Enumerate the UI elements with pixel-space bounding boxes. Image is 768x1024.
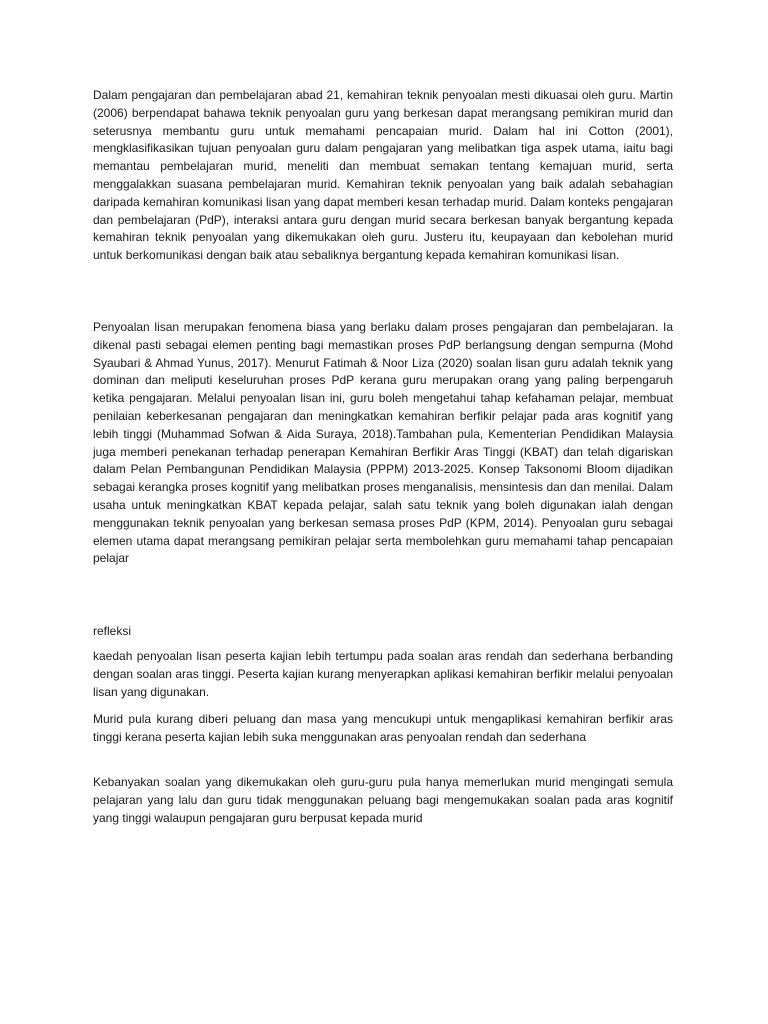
paragraph-refleksi-kaedah: kaedah penyoalan lisan peserta kajian lebih tertumpu pada soalan aras rendah dan sederhana berbanding dengan soalan aras tinggi. Peserta kajian kurang menyerapkan aplikasi kemahiran berfikir melalui penyoalan lisan yang digunakan. xyxy=(93,649,673,699)
paragraph-refleksi-soalan: Kebanyakan soalan yang dikemukakan oleh guru-guru pula hanya memerlukan murid mengingati semula pelajaran yang lalu dan guru tidak menggunakan peluang bagi mengemukakan soalan pada aras kognitif yang tinggi walaupun pengajaran guru berpusat kepada murid xyxy=(93,775,673,825)
paragraph-refleksi-murid: Murid pula kurang diberi peluang dan masa yang mencukupi untuk mengaplikasi kemahiran berfikir aras tinggi kerana peserta kajian lebih suka menggunakan aras penyoalan rendah dan sederhana xyxy=(93,712,673,744)
refleksi-heading: refleksi xyxy=(93,624,132,638)
paragraph-penyoalan-lisan: Penyoalan lisan merupakan fenomena biasa yang berlaku dalam proses pengajaran dan pembelajaran. Ia dikenal pasti sebagai elemen penting bagi memastikan proses PdP berlangsung dengan sempurna (Mohd Syaubari & Ahmad Yunus, 2017). Menurut Fatimah & Noor Liza (2020) soalan lisan guru adalah teknik yang dominan dan meliputi keseluruhan proses PdP kerana guru merupakan orang yang paling berpengaruh ketika pengajaran. Melalui penyoalan lisan ini, guru boleh mengetahui tahap kefahaman pelajar, membuat penilaian keberkesanan pengajaran dan meningkatkan kemahiran berfikir pelajar pada aras kognitif yang lebih tinggi (Muhammad Sofwan & Aida Suraya, 2018).Tambahan pula, Kementerian Pendidikan Malaysia juga memberi penekanan terhadap penerapan Kemahiran Berfikir Aras Tinggi (KBAT) dan telah digariskan dalam Pelan Pembangunan Pendidikan Malaysia (PPPM) 2013-2025. Konsep Taksonomi Bloom dijadikan sebagai kerangka proses kognitif yang melibatkan proses menganalisis, mensintesis dan dan menilai. Dalam usaha untuk meningkatkan KBAT kepada pelajar, salah satu teknik yang boleh digunakan ialah dengan menggunakan teknik penyoalan yang berkesan semasa proses PdP (KPM, 2014). Penyoalan guru sebagai elemen utama dapat merangsang pemikiran pelajar serta membolehkan guru memahami tahap pencapaian pelajar xyxy=(93,320,673,566)
paragraph-penyoalan-abad-21: Dalam pengajaran dan pembelajaran abad 21, kemahiran teknik penyoalan mesti dikuasai oleh guru. Martin (2006) berpendapat bahawa teknik penyoalan guru yang berkesan dapat merangsang pemikiran murid dan seterusnya membantu guru untuk memahami pencapaian murid. Dalam hal ini Cotton (2001), mengklasifikasikan tujuan penyoalan guru dalam pengajaran yang melibatkan tiga aspek utama, iaitu bagi memantau pembelajaran murid, meneliti dan membuat semakan tentang kemajuan murid, serta menggalakkan suasana pembelajaran murid. Kemahiran teknik penyoalan yang baik adalah sebahagian daripada kemahiran komunikasi lisan yang dapat memberi kesan terhadap murid. Dalam konteks pengajaran dan pembelajaran (PdP), interaksi antara guru dengan murid secara berkesan banyak bergantung kepada kemahiran teknik penyoalan yang dikemukakan oleh guru. Justeru itu, keupayaan dan kebolehan murid untuk berkomunikasi dengan baik atau sebaliknya bergantung kepada kemahiran komunikasi lisan. xyxy=(93,88,673,263)
